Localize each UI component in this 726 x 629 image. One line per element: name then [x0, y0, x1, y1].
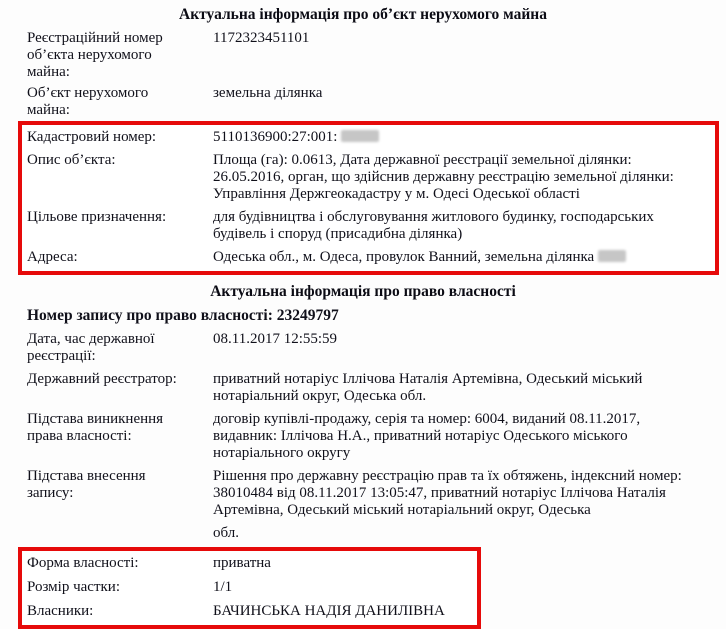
field-row-record-basis — [27, 468, 705, 542]
field-row-registration-number — [27, 30, 705, 81]
ownership-record-number: Номер запису про право власності: 23249797 — [27, 307, 339, 324]
field-row-cadastral-number — [27, 129, 705, 146]
field-value: приватний нотаріус Іллічова Наталія Артемівна, Одеський міський нотаріальний округ, Одеська обл. — [213, 371, 643, 404]
section1-title: Актуальна інформація про об’єкт нерухомого майна — [179, 6, 547, 23]
record-basis-text: Рішення про державну реєстрацію прав та їх обтяжень, індексний номер: 38010484 від 08.11.2017 13:05:47, приватний нотаріус Іллічова Наталія Артемівна, Одеський міський нотаріальний округ, Одеська — [213, 468, 682, 518]
owner-name: БАЧИНСЬКА НАДІЯ ДАНИЛІВНА — [213, 603, 445, 619]
field-value: 1172323451101 — [213, 30, 310, 46]
highlight-box-object-details — [18, 121, 719, 275]
field-row-ownership-basis — [27, 411, 705, 462]
field-value: для будівництва і обслуговування житлового будинку, господарських будівель і споруд (присадибна ділянка) — [213, 209, 654, 242]
field-value: 1/1 — [213, 579, 233, 595]
field-row-address — [27, 249, 705, 266]
field-label: Кадастровий номер: — [27, 129, 157, 145]
redaction-mark — [341, 130, 379, 142]
field-label: Опис об’єкта: — [27, 152, 116, 168]
field-label: Дата, час державної реєстрації: — [27, 331, 155, 364]
field-label: Цільове призначення: — [27, 209, 167, 225]
field-label: Державний реєстратор: — [27, 371, 177, 387]
record-basis-text-tail: обл. — [213, 525, 239, 541]
section2-title: Актуальна інформація про право власності — [210, 283, 516, 300]
field-row-registration-datetime — [27, 331, 705, 365]
highlight-box-ownership — [18, 547, 481, 629]
field-value: приватна — [213, 555, 271, 571]
field-label: Підстава внесення запису: — [27, 468, 146, 501]
field-label: Адреса: — [27, 249, 78, 265]
field-row-state-registrar — [27, 371, 705, 405]
field-row-object-type — [27, 85, 705, 119]
field-value: 08.11.2017 12:55:59 — [213, 331, 338, 347]
field-value — [213, 129, 705, 146]
field-row-owners — [27, 603, 467, 620]
field-value: Площа (га): 0.0613, Дата державної реєстрації земельної ділянки: 26.05.2016, орган, що здійснив державну реєстрацію земельної ділянки: Управління Держгеокадастру у м. Одесі Одеської області — [213, 152, 674, 202]
field-value — [213, 249, 705, 266]
field-value: земельна ділянка — [213, 85, 323, 101]
field-row-object-description — [27, 152, 705, 203]
field-label: Реєстраційний номер об’єкта нерухомого майна: — [27, 30, 163, 80]
field-label: Власники: — [27, 603, 94, 619]
address-text: Одеська обл., м. Одеса, провулок Ванний, земельна ділянка — [213, 249, 595, 265]
section2 — [0, 283, 726, 629]
field-row-ownership-form — [27, 555, 467, 572]
field-label: Об’єкт нерухомого майна: — [27, 85, 149, 118]
field-row-purpose — [27, 209, 705, 243]
field-label: Розмір частки: — [27, 579, 120, 595]
cadastral-number: 5110136900:27:001: — [213, 129, 338, 145]
field-row-share-size — [27, 579, 467, 596]
field-label: Форма власності: — [27, 555, 139, 571]
field-value: договір купівлі-продажу, серія та номер: 6004, виданий 08.11.2017, видавник: Іллічова Н.А., приватний нотаріус Одеського міського нотаріального округу — [213, 411, 641, 461]
section1-rows — [0, 30, 726, 119]
field-label: Підстава виникнення права власності: — [27, 411, 164, 444]
field-value — [213, 468, 705, 542]
redaction-mark — [598, 250, 626, 262]
section2-rows — [0, 331, 726, 542]
